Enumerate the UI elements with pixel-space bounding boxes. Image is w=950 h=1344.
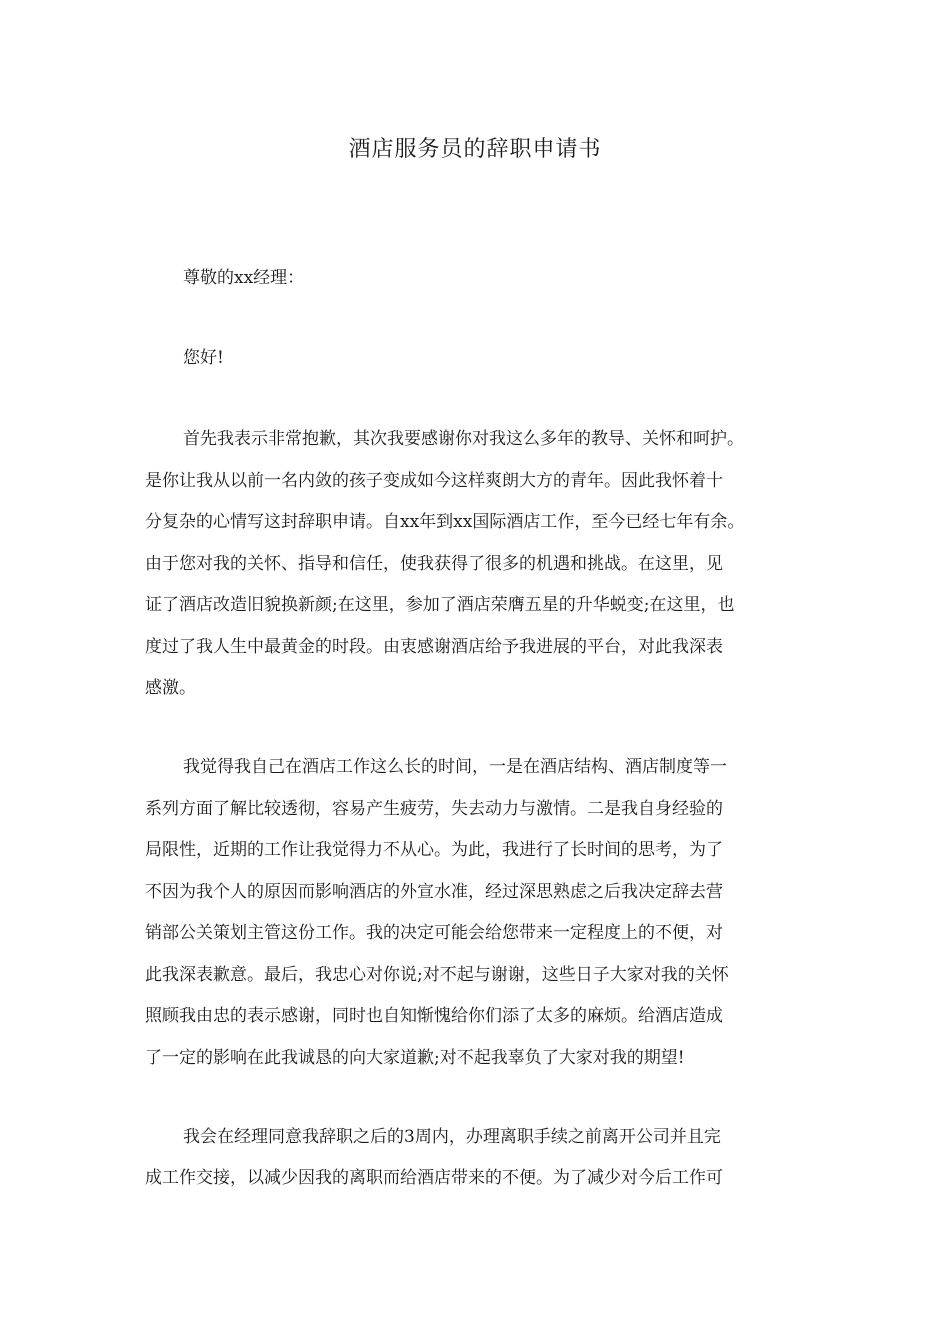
greeting: 您好! xyxy=(183,348,224,368)
paragraph-line: 由于您对我的关怀、指导和信任，使我获得了很多的机遇和挑战。在这里，见 xyxy=(145,554,723,574)
paragraph-line: 我会在经理同意我辞职之后的3周内，办理离职手续之前离开公司并且完 xyxy=(183,1127,721,1147)
paragraph-line: 我觉得我自己在酒店工作这么长的时间，一是在酒店结构、酒店制度等一 xyxy=(183,757,727,777)
paragraph-line: 分复杂的心情写这封辞职申请。自xx年到xx国际酒店工作，至今已经七年有余。 xyxy=(145,512,745,532)
paragraph-line: 不因为我个人的原因而影响酒店的外宣水准，经过深思熟虑之后我决定辞去营 xyxy=(145,882,723,902)
paragraph-line: 首先我表示非常抱歉，其次我要感谢你对我这么多年的教导、关怀和呵护。 xyxy=(183,429,744,449)
paragraph-line: 感激。 xyxy=(145,678,196,698)
document-title: 酒店服务员的辞职申请书 xyxy=(348,137,602,162)
paragraph-line: 了一定的影响在此我诚恳的向大家道歉;对不起我辜负了大家对我的期望! xyxy=(145,1048,685,1068)
salutation: 尊敬的xx经理： xyxy=(183,268,305,288)
paragraph-line: 成工作交接，以减少因我的离职而给酒店带来的不便。为了减少对今后工作可 xyxy=(145,1168,723,1188)
paragraph-line: 证了酒店改造旧貌换新颜;在这里，参加了酒店荣膺五星的升华蜕变;在这里，也 xyxy=(145,595,735,615)
paragraph-line: 局限性，近期的工作让我觉得力不从心。为此，我进行了长时间的思考，为了 xyxy=(145,840,723,860)
paragraph-line: 此我深表歉意。最后，我忠心对你说;对不起与谢谢，这些日子大家对我的关怀 xyxy=(145,965,729,985)
paragraph-line: 度过了我人生中最黄金的时段。由衷感谢酒店给予我进展的平台，对此我深表 xyxy=(145,637,723,657)
paragraph-line: 照顾我由忠的表示感谢，同时也自知惭愧给你们添了太多的麻烦。给酒店造成 xyxy=(145,1006,723,1026)
paragraph-line: 系列方面了解比较透彻，容易产生疲劳，失去动力与激情。二是我自身经验的 xyxy=(145,799,723,819)
paragraph-line: 销部公关策划主管这份工作。我的决定可能会给您带来一定程度上的不便，对 xyxy=(145,923,723,943)
paragraph-line: 是你让我从以前一名内敛的孩子变成如今这样爽朗大方的青年。因此我怀着十 xyxy=(145,471,723,491)
